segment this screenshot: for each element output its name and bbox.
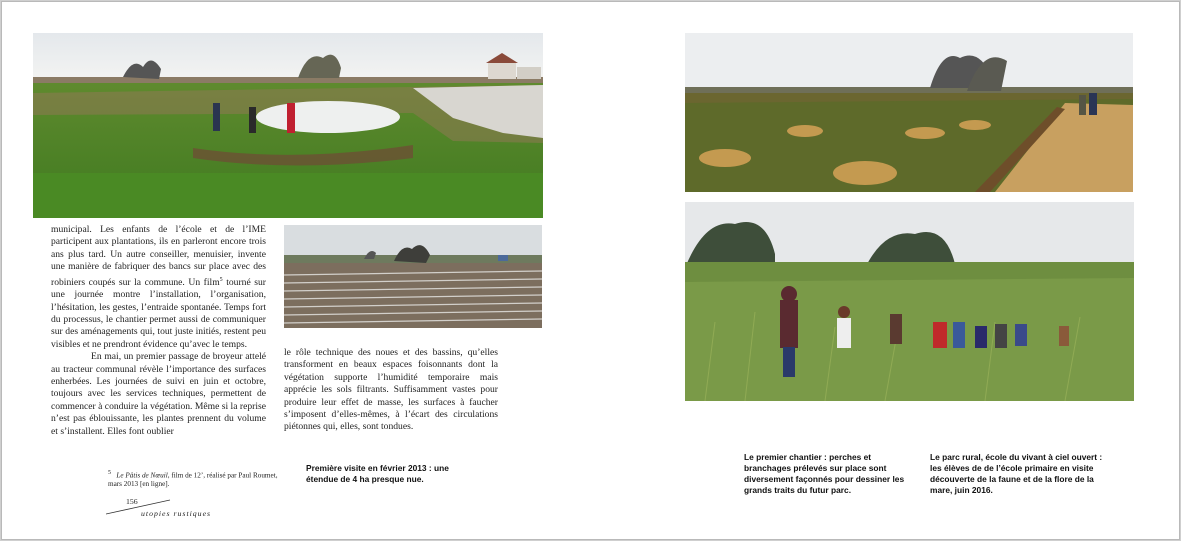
photo-pond-field [33,33,543,218]
footnote-detail: , film de 12’, réalisé par Paul Roumet, mars 2013 [en ligne]. [108,471,278,489]
footnote-reference: 5 [219,276,223,283]
text-col1-part-a: municipal. Les enfants de l’école et de l’IME participent aux plantations, ils en parleront encore trois ans plus tard. Un autre conseiller, menuisier, invente une manière de fabriquer des bancs sur place avec des robiniers coupés sur la commune. Un film [51,224,266,288]
text-col1-part-b: tourné sur une journée montre l’installation, l’organisation, l’hésitation, les gestes, l’entraide spontanée. Temps fort du processus, le chantier permet aussi de communiquer sur des aménagements qui, tout juste initiés, restent peu visibles et ne prendront évidence qu’avec le temps. [51,276,266,350]
caption-children-visit: Le parc rural, école du vivant à ciel ouvert : les élèves de de l’école primaire en visite découverte de la faune et de la flore de la mare, juin 2016. [930,452,1103,495]
caption-first-worksite: Le premier chantier : perches et branchages prélevés sur place sont diversement façonnés pour dessiner les grands traits du futur parc. [744,452,905,495]
page-number: 156 [126,497,138,506]
footnote [108,469,278,489]
body-text-column-1 [51,224,266,438]
caption-first-visit: Première visite en février 2013 : une étendue de 4 ha presque nue. [306,463,449,484]
photo-children-meadow [685,202,1134,401]
running-head: utopies rustiques [141,509,212,518]
footnote-number: 5 [108,470,111,476]
body-text-column-2: le rôle technique des noues et des bassins, qu’elles transforment en beaux espaces foisonnants dont la végétation supporte l’humidité temporaire mais apprécie les sols filtrants. Suffisamment vastes pour produire leur effet de masse, les surfaces à faucher s’imposent d’elles-mêmes, à l’écart des circulations piétonnes qui, elles, sont tondues. [284,347,498,433]
book-spread [1,1,1180,540]
text-col1-paragraph-2: En mai, un premier passage de broyeur attelé au tracteur communal révèle l’importance des surfaces enherbées. Les journées de suivi en juin et octobre, toujours avec les services techniques, permettent de commencer à conduire la végétation. Même si la reprise n’est pas éblouissante, les plantes prennent du volume et s’installent. Elles font oublier [51,351,266,437]
footnote-film-title: Le Pâtis de Nœuil [116,471,168,480]
photo-snowy-field [284,225,542,328]
photo-first-worksite [685,33,1133,192]
